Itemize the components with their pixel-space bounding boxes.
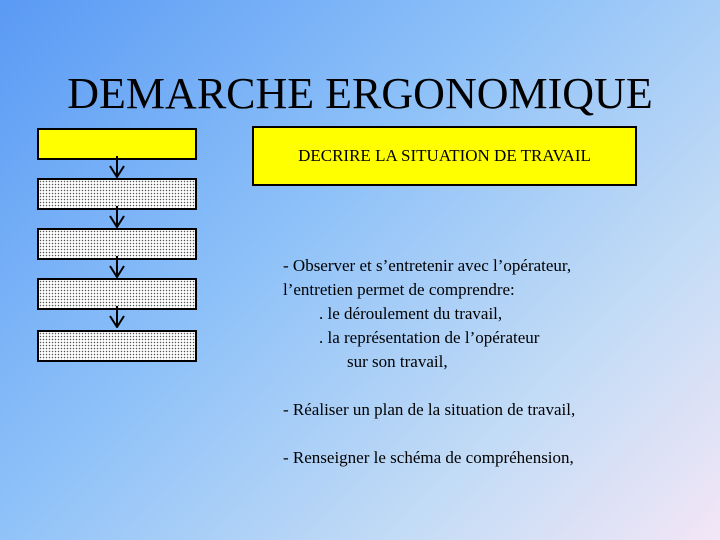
sub-item-representation: . la représentation de l’opérateur bbox=[319, 328, 540, 347]
step-title-label: DECRIRE LA SITUATION DE TRAVAIL bbox=[298, 146, 591, 165]
arrow-down-icon bbox=[109, 306, 125, 328]
arrow-down-icon bbox=[109, 156, 125, 178]
sub-item-representation-continued: sur son travail, bbox=[347, 352, 448, 371]
bullet-observe: - Observer et s’entretenir avec l’opérateur, bbox=[283, 256, 572, 275]
sub-item-deroulement: . le déroulement du travail, bbox=[319, 304, 503, 323]
step-title-box bbox=[252, 126, 637, 186]
step-box-5 bbox=[37, 330, 197, 362]
bullet-schema: - Renseigner le schéma de compréhension, bbox=[283, 448, 574, 467]
slide-title: DEMARCHE ERGONOMIQUE bbox=[67, 69, 653, 118]
arrow-down-icon bbox=[109, 256, 125, 278]
bullet-observe-continued: l’entretien permet de comprendre: bbox=[283, 280, 515, 299]
arrow-down-icon bbox=[109, 206, 125, 228]
bullet-plan: - Réaliser un plan de la situation de travail, bbox=[283, 400, 576, 419]
